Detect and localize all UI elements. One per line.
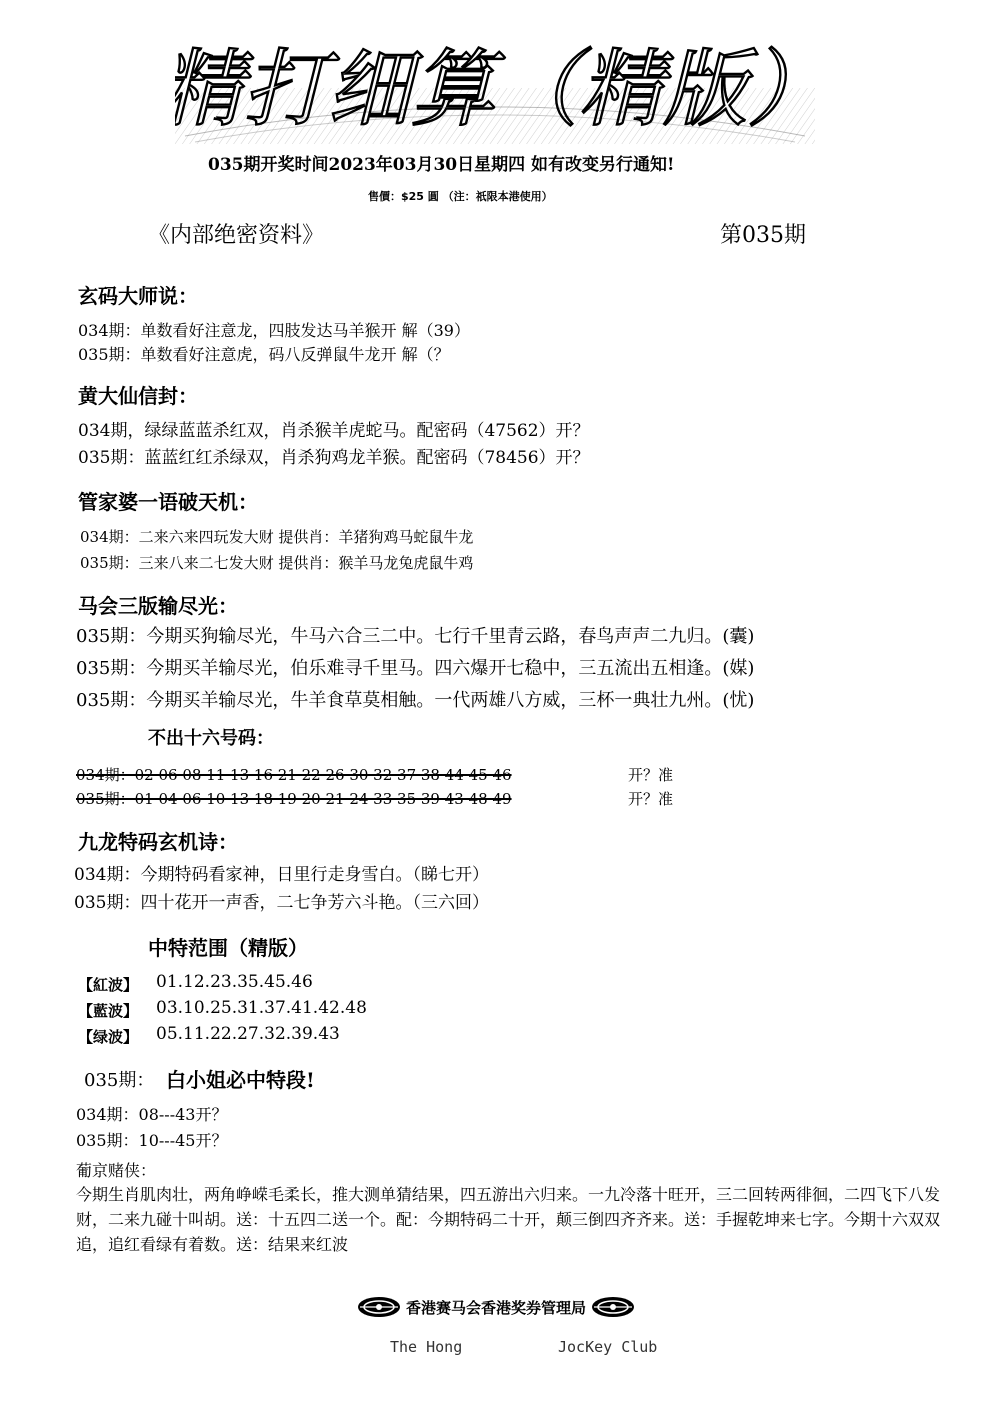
wave-label-red: 【紅波】: [78, 976, 139, 994]
wave-value-red: 01.12.23.35.45.46: [156, 972, 313, 992]
jockey-club-logo-icon: [590, 1296, 636, 1318]
mahui-line: 035期：今期买狗输尽光，牛马六合三二中。七行千里青云路，春鸟声声二九归。(囊): [76, 626, 755, 647]
guanjiapo-line: 035期：三来八来二七发大财 提供肖：猴羊马龙兔虎鼠牛鸡: [80, 554, 474, 572]
jockey-club-logo-icon: [356, 1296, 402, 1318]
buchu-row: 035期：01 04 06 10 13 18 19 20 21 24 33 35 39 43 48 49: [76, 790, 512, 808]
bai-heading: 白小姐必中特段!: [166, 1068, 315, 1092]
footer-org-name: 香港赛马会香港奖券管理局: [406, 1298, 587, 1317]
wave-value-green: 05.11.22.27.32.39.43: [156, 1024, 340, 1044]
price-note: 售價：$25 圓 （注：祇限本港使用）: [368, 190, 553, 203]
buchu-suffix: 开？准: [628, 766, 674, 784]
title-art: [175, 18, 815, 146]
draw-info: 035期开奖时间2023年03月30日星期四 如有改变另行通知!: [208, 155, 675, 175]
footer-en-right: JocKey Club: [558, 1338, 658, 1356]
xuanma-line: 035期：单数看好注意虎，码八反弹鼠牛龙开 解（？: [78, 345, 450, 364]
jiulong-line: 034期：今期特码看家神，日里行走身雪白。（睇七开）: [74, 865, 489, 885]
guanjiapo-line: 034期：二来六来四玩发大财 提供肖：羊猪狗鸡马蛇鼠牛龙: [80, 528, 474, 546]
bai-line: 034期：08---43开？: [76, 1105, 228, 1124]
title-text: 精打细算（精版）: [175, 40, 815, 138]
issue-number: 第035期: [720, 223, 806, 248]
huangdaxian-line: 035期：蓝蓝红红杀绿双，肖杀狗鸡龙羊猴。配密码（78456）开？: [78, 448, 590, 468]
jiulong-heading: 九龙特码玄机诗：: [78, 830, 238, 854]
pujing-heading: 葡京赌侠：: [76, 1161, 157, 1180]
xuanma-heading: 玄码大师说：: [78, 284, 198, 308]
buchu-suffix: 开？准: [628, 790, 674, 808]
footer-en-left: The Hong: [390, 1338, 463, 1356]
bai-prefix: 035期：: [84, 1070, 155, 1091]
banner-left: 《内部绝密资料》: [148, 223, 325, 248]
footer-org: [356, 1296, 636, 1318]
huangdaxian-heading: 黄大仙信封：: [78, 384, 198, 408]
zhongte-heading: 中特范围（精版）: [148, 936, 308, 960]
wave-value-blue: 03.10.25.31.37.41.42.48: [156, 998, 367, 1018]
mahui-line: 035期：今期买羊输尽光，伯乐难寻千里马。四六爆开七稳中，三五流出五相逢。(媒): [76, 658, 755, 679]
pujing-text: 今期生肖肌肉壮，两角峥嵘毛柔长，推大测单猜结果，四五游出六归来。一九冷落十旺开，三二回转两徘徊，二四飞下八发财，二来九碰十叫胡。送：十五四二送一个。配：今期特码二十开，颠三倒四齐齐来。送：手握乾坤来七字。今期十六双双追，追红看绿有着数。送：结果来红波: [76, 1185, 941, 1254]
mahui-heading: 马会三版输尽光：: [78, 594, 238, 618]
wave-label-blue: 【藍波】: [78, 1002, 139, 1020]
mahui-line: 035期：今期买羊输尽光，牛羊食草莫相触。一代两雄八方威，三杯一典壮九州。(忧): [76, 690, 755, 711]
jiulong-line: 035期：四十花开一声香，二七争芳六斗艳。（三六回）: [74, 893, 489, 913]
guanjiapo-heading: 管家婆一语破天机：: [78, 490, 258, 514]
title-calligraphy-icon: [175, 18, 815, 146]
buchu-row: 034期：02 06 08 11 13 16 21 22 26 30 32 37 38 44 45 46: [76, 766, 512, 784]
wave-label-green: 【绿波】: [78, 1028, 139, 1046]
huangdaxian-line: 034期，绿绿蓝蓝杀红双，肖杀猴羊虎蛇马。配密码（47562）开？: [78, 421, 590, 441]
buchu-heading: 不出十六号码：: [148, 728, 274, 749]
xuanma-line: 034期：单数看好注意龙，四肢发达马羊猴开 解（39）: [78, 321, 470, 340]
bai-line: 035期：10---45开？: [76, 1131, 228, 1150]
